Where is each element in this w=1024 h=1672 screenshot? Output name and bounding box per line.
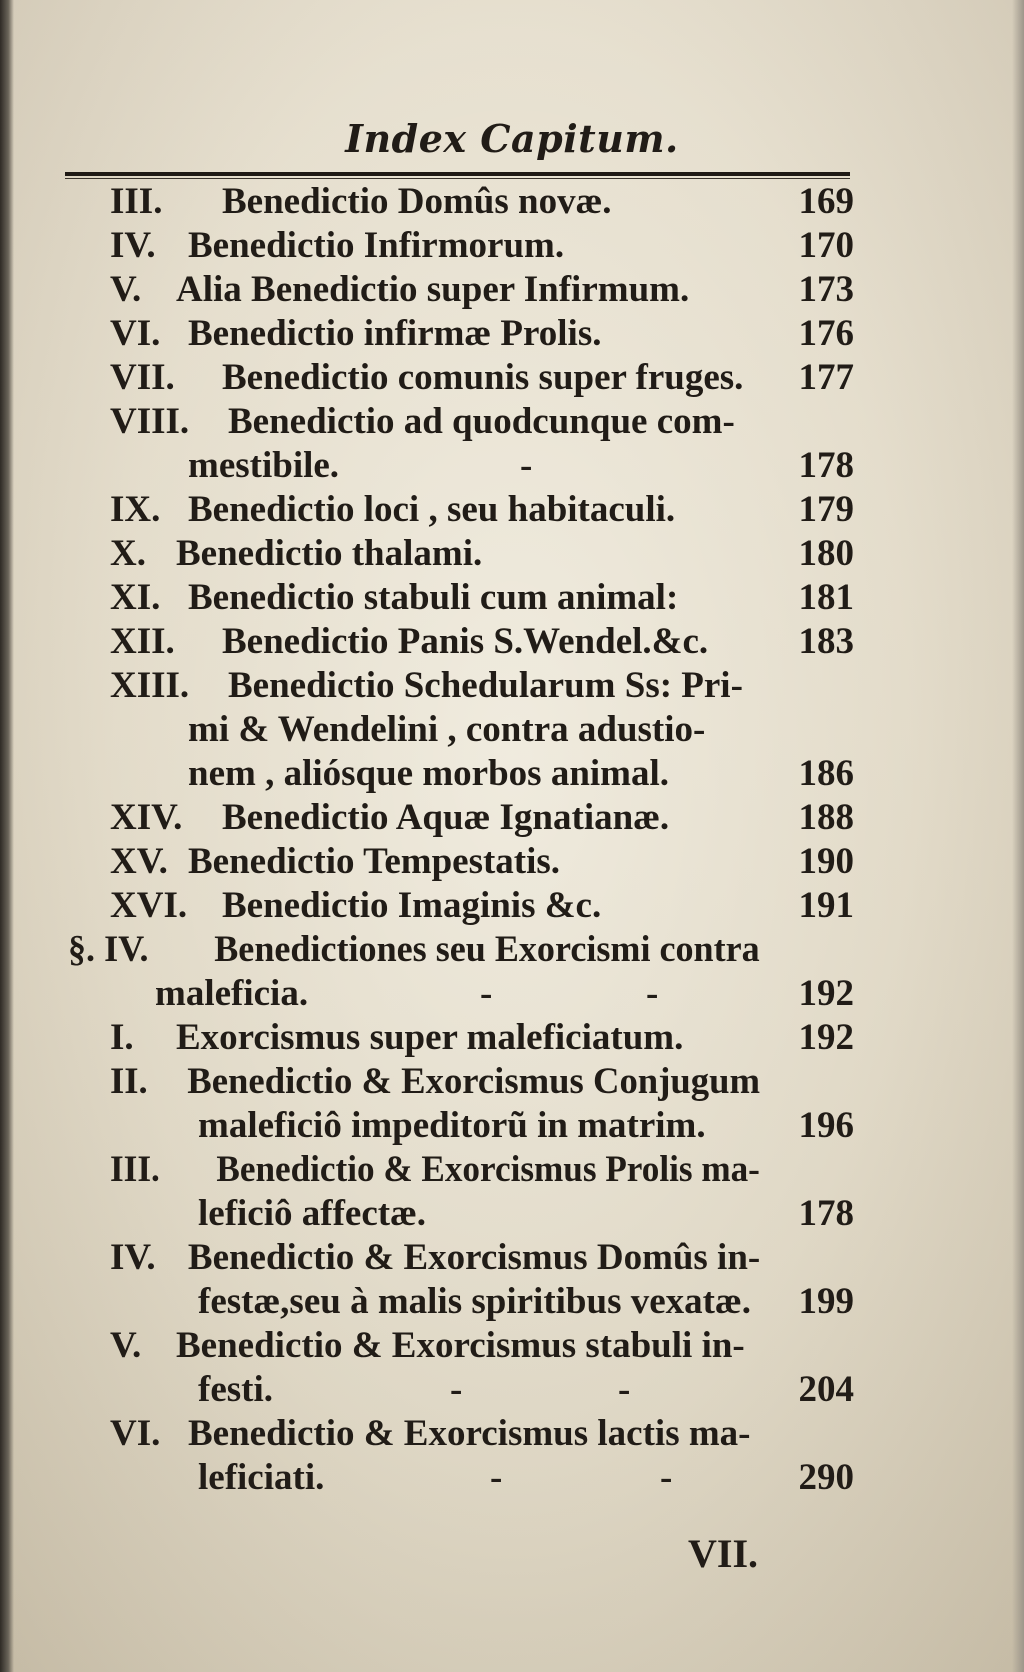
entry-title: Benedictio & Exorcismus Conjugum (187, 1061, 761, 1102)
entry-page-number: 178 (798, 1193, 854, 1234)
entry-title: Benedictio comunis super fruges. (222, 357, 744, 398)
index-entry (110, 180, 612, 224)
entry-page-number: 191 (798, 885, 854, 926)
entry-title: Benedictio ad quodcunque com- (228, 401, 735, 442)
entry-title: Benedictio Infirmorum. (188, 225, 565, 266)
entry-page-number: 180 (798, 533, 854, 574)
entry-page-number: 183 (798, 621, 854, 662)
index-entry (110, 1016, 683, 1060)
index-entry (110, 884, 601, 928)
entry-title: Benedictio loci , seu habitaculi. (188, 489, 676, 530)
entry-title: festi. (198, 1369, 273, 1410)
entry-number: XV. (110, 841, 168, 882)
entry-number: V. (110, 1325, 142, 1366)
index-entry-continuation (188, 444, 339, 488)
entry-title: mi & Wendelini , contra adustio- (188, 709, 706, 750)
entry-page-number: 170 (798, 225, 854, 266)
entry-number: XI. (110, 577, 161, 618)
entry-title: nem , aliósque morbos animal. (188, 753, 670, 794)
index-entry (110, 268, 689, 312)
index-entry (110, 840, 560, 884)
index-entry (110, 1236, 760, 1280)
entry-number: I. (110, 1017, 134, 1058)
running-header: Index Capitum. (345, 116, 679, 161)
entry-title: Benedictio Domûs novæ. (222, 181, 612, 222)
entry-title: maleficiô impeditorũ in matrim. (198, 1105, 706, 1146)
entry-title: Benedictio Schedularum Ss: Pri- (228, 665, 743, 706)
entry-title: Exorcismus super maleficiatum. (176, 1017, 684, 1058)
catchword: VII. (688, 1531, 759, 1576)
entry-title: leficiati. (198, 1457, 325, 1498)
leader-dash: - (520, 445, 533, 486)
entry-number: IX. (110, 489, 161, 530)
index-entry (110, 1412, 750, 1456)
entry-number: VI. (110, 313, 161, 354)
entry-page-number: 178 (798, 445, 854, 486)
index-entry (110, 312, 601, 356)
entry-title: Benedictio Tempestatis. (188, 841, 561, 882)
entry-title: Benedictio thalami. (176, 533, 483, 574)
entry-page-number: 179 (798, 489, 854, 530)
entry-number: VIII. (110, 401, 190, 442)
index-entry-continuation (188, 708, 705, 752)
entry-page-number: 290 (798, 1457, 854, 1498)
index-entry-continuation (198, 1192, 426, 1236)
entry-title: Benedictio Aquæ Ignatianæ. (222, 797, 670, 838)
entry-page-number: 190 (798, 841, 854, 882)
index-entry (110, 796, 669, 840)
index-entry (110, 1060, 760, 1104)
entry-page-number: 204 (798, 1369, 854, 1410)
index-entry (68, 928, 760, 972)
entry-page-number: 199 (798, 1281, 854, 1322)
entry-page-number: 192 (798, 1017, 854, 1058)
leader-dash: - (618, 1369, 631, 1410)
entry-title: Benedictiones seu Exorcismi contra (214, 929, 760, 970)
index-entry-continuation (198, 1280, 751, 1324)
leader-dash: - (490, 1457, 503, 1498)
entry-number: §. IV. (68, 929, 149, 970)
entry-number: V. (110, 269, 142, 310)
entry-number: IV. (110, 225, 156, 266)
leader-dash: - (480, 973, 493, 1014)
entry-number: II. (110, 1061, 148, 1102)
leader-dash: - (450, 1369, 463, 1410)
entry-page-number: 176 (798, 313, 854, 354)
entry-title: Benedictio stabuli cum animal: (188, 577, 679, 618)
entry-number: III. (110, 1149, 160, 1190)
entry-title: festæ,seu à malis spiritibus vexatæ. (198, 1281, 751, 1322)
entry-title: Alia Benedictio super Infirmum. (176, 269, 690, 310)
entry-number: VI. (110, 1413, 161, 1454)
entry-number: XVI. (110, 885, 188, 926)
entry-title: leficiô affectæ. (198, 1193, 427, 1234)
index-entry (110, 224, 564, 268)
entry-title: Benedictio infirmæ Prolis. (188, 313, 602, 354)
entry-number: X. (110, 533, 146, 574)
entry-title: Benedictio Panis S.Wendel.&c. (222, 621, 709, 662)
entry-page-number: 186 (798, 753, 854, 794)
entry-number: III. (110, 181, 163, 222)
entry-number: XII. (110, 621, 175, 662)
entry-title: maleficia. (155, 973, 309, 1014)
index-entry (110, 620, 708, 664)
entry-number: VII. (110, 357, 175, 398)
index-entry (110, 400, 735, 444)
entry-page-number: 181 (798, 577, 854, 618)
entry-number: IV. (110, 1237, 156, 1278)
entry-title: Benedictio Imaginis &c. (222, 885, 602, 926)
entry-page-number: 196 (798, 1105, 854, 1146)
entry-page-number: 192 (798, 973, 854, 1014)
leader-dash: - (646, 973, 659, 1014)
index-entry-continuation (198, 1368, 273, 1412)
index-entry-continuation (198, 1456, 324, 1500)
entry-number: XIV. (110, 797, 183, 838)
index-entry (110, 664, 743, 708)
index-entry-continuation (198, 1104, 706, 1148)
entry-title: Benedictio & Exorcismus Prolis ma- (216, 1149, 760, 1190)
index-entry (110, 576, 678, 620)
index-entry (110, 1324, 745, 1368)
entry-title: Benedictio & Exorcismus Domûs in- (187, 1237, 761, 1278)
entry-title: Benedictio & Exorcismus stabuli in- (176, 1325, 745, 1366)
index-entry (110, 488, 675, 532)
entry-page-number: 177 (798, 357, 854, 398)
entry-title: mestibile. (188, 445, 340, 486)
entry-page-number: 188 (798, 797, 854, 838)
index-entry (110, 356, 743, 400)
index-entry-continuation (188, 752, 669, 796)
leader-dash: - (660, 1457, 673, 1498)
entry-number: XIII. (110, 665, 190, 706)
index-entry (110, 532, 482, 576)
index-entry (110, 1148, 760, 1192)
entry-page-number: 169 (798, 181, 854, 222)
entry-page-number: 173 (798, 269, 854, 310)
entry-title: Benedictio & Exorcismus lactis ma- (188, 1413, 751, 1454)
index-entry-continuation (155, 972, 308, 1016)
